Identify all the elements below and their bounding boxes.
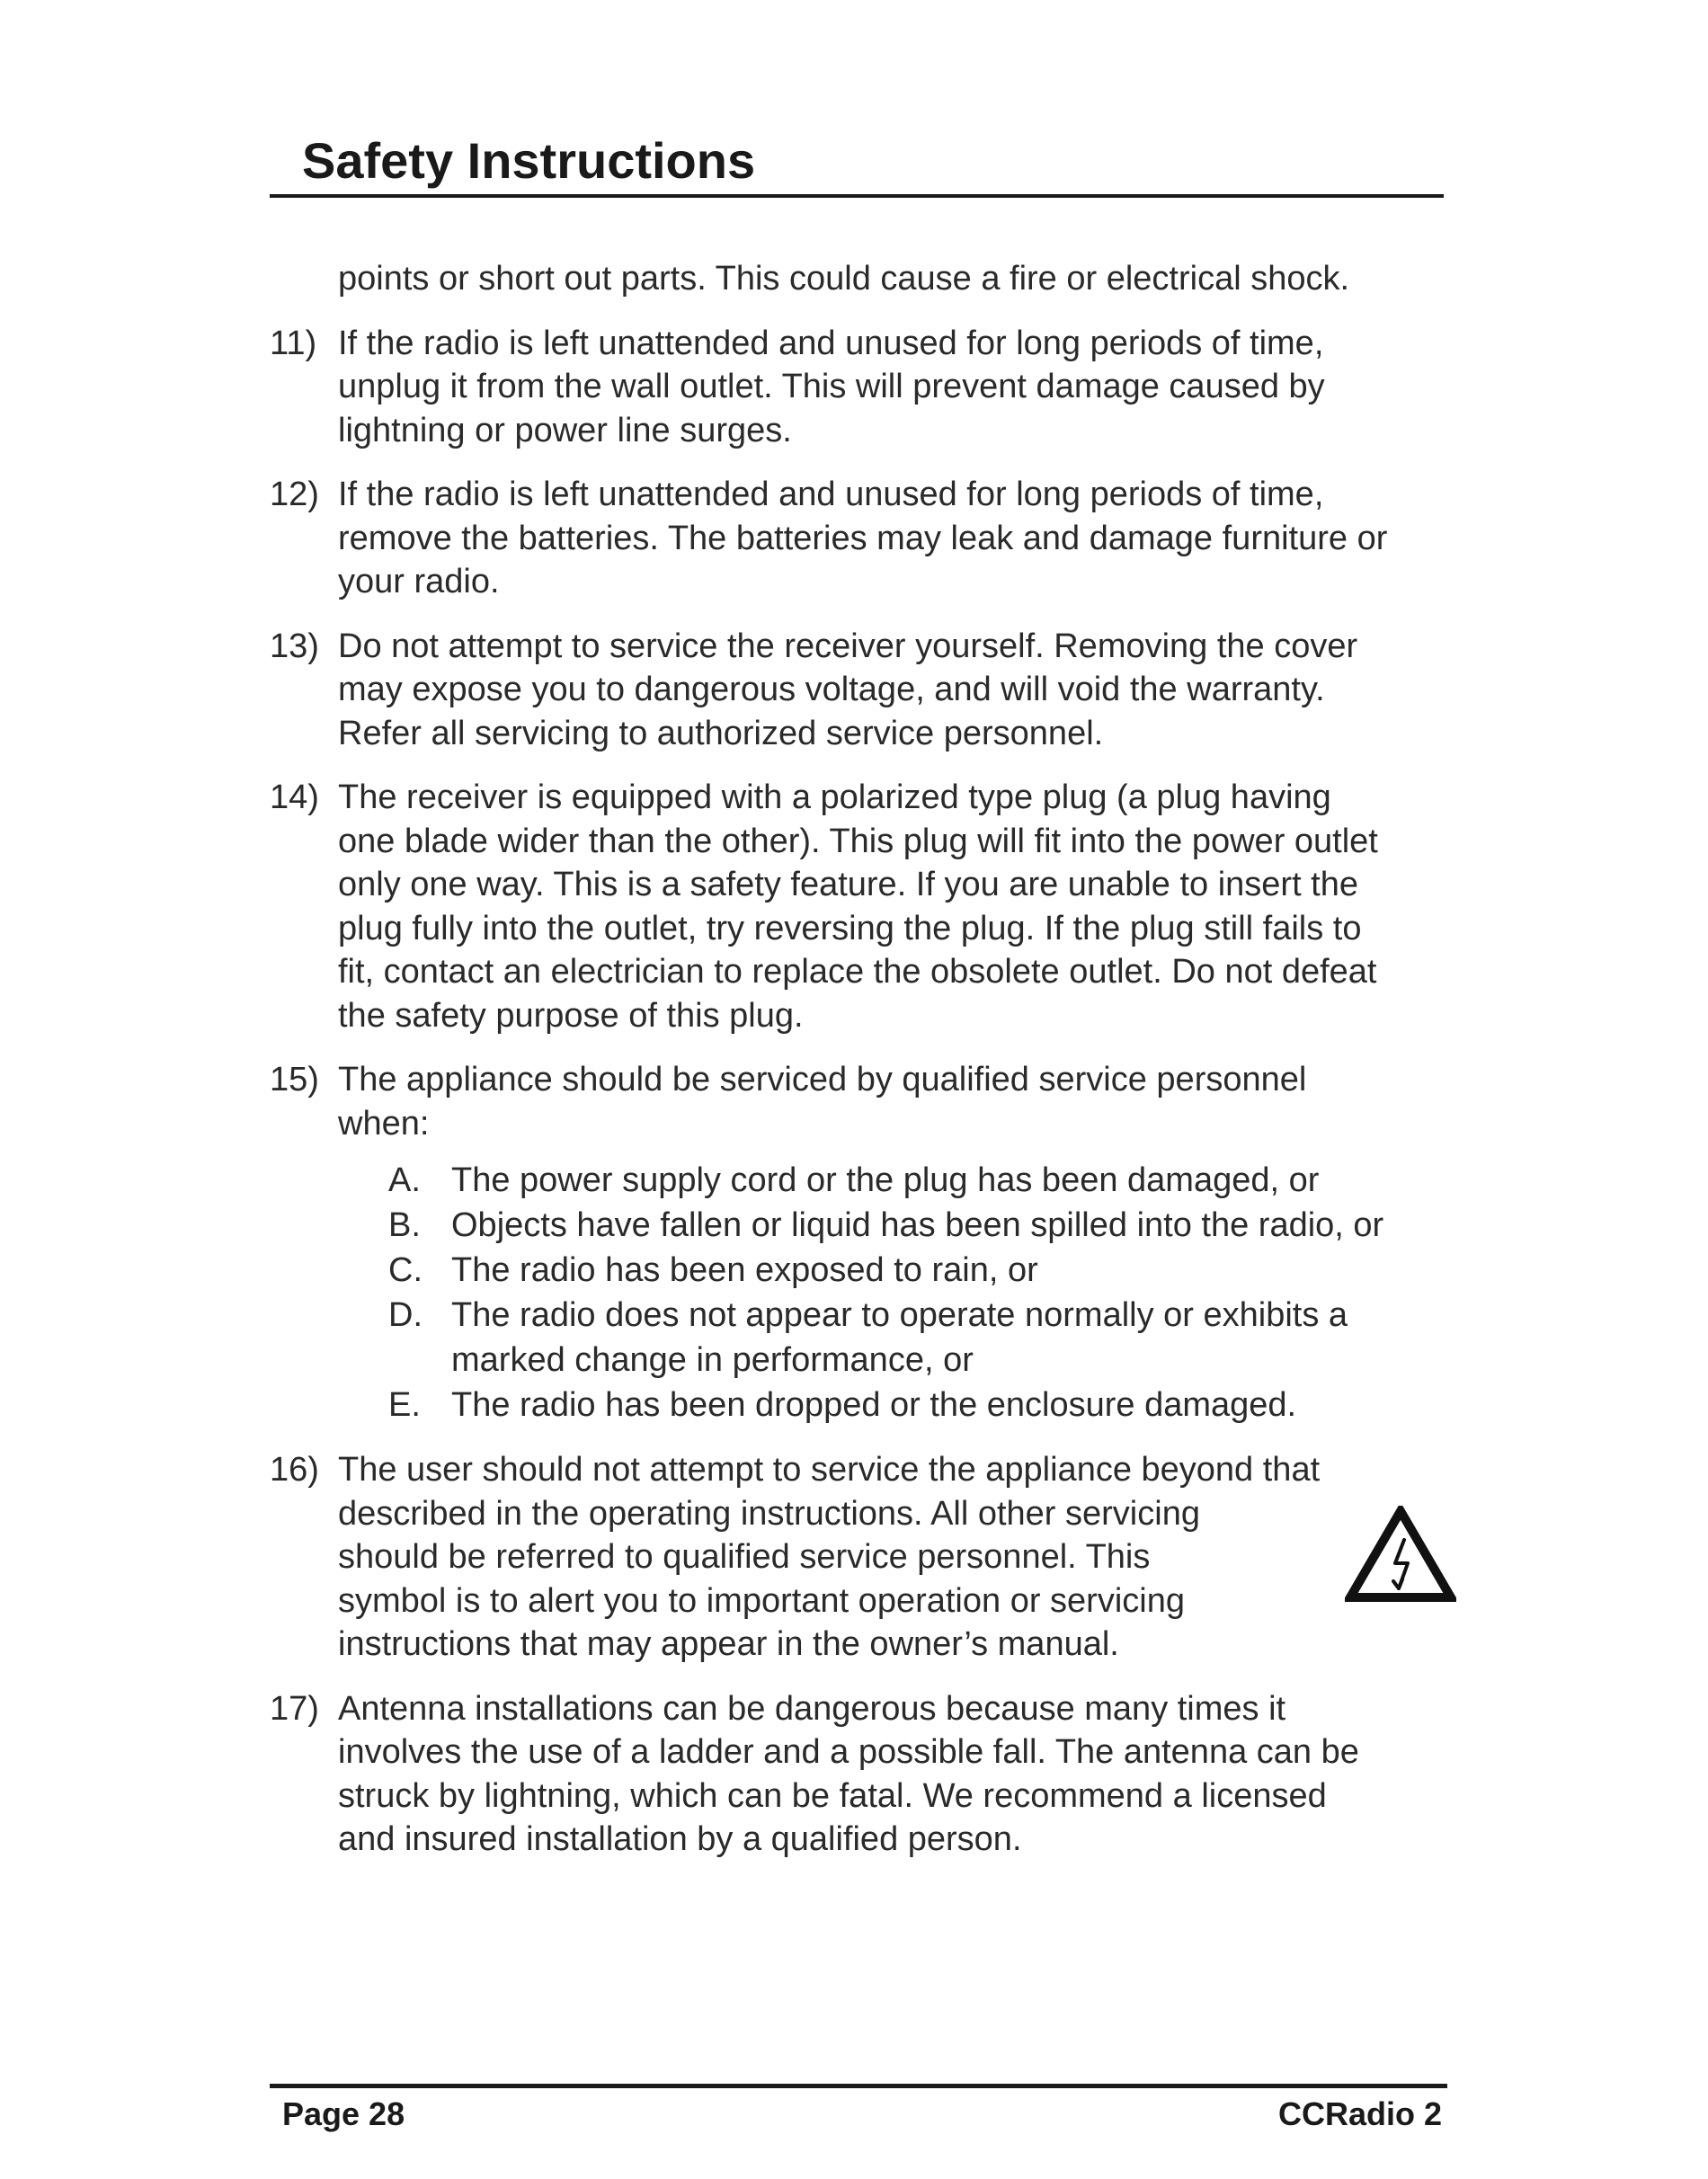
item-text: If the radio is left unattended and unused for long periods of time, unplug it from the wall outlet. This will prevent damage caused by lightning or power line surges. [338, 324, 1325, 449]
item-number: 13) [270, 627, 319, 665]
sub-item-text: The power supply cord or the plug has been damaged, or [451, 1161, 1320, 1199]
item-number: 16) [270, 1451, 319, 1489]
sub-item-letter: C. [388, 1251, 423, 1289]
sub-item-text: The radio has been dropped or the enclosure damaged. [451, 1386, 1297, 1424]
sub-item-e [388, 1383, 1456, 1427]
sub-item-text: Objects have fallen or liquid has been spilled into the radio, or [451, 1206, 1384, 1244]
item-text: The receiver is equipped with a polarized type plug (a plug having one blade wider than the other). This plug will fit into the power outlet only one way. This is a safety feature. If you are unable to insert the plug fully into the outlet, try reversing the plug. If the plug still fails to fit, contact an electrician to replace the obsolete outlet. Do not defeat the safety purpose of this plug. [338, 778, 1378, 1035]
item-number: 14) [270, 778, 319, 816]
item-text: If the radio is left unattended and unused for long periods of time, remove the batteries. The batteries may leak and damage furniture or your radio. [338, 476, 1388, 600]
product-name: CCRadio 2 [1277, 2095, 1442, 2132]
instruction-item-16 [270, 1448, 1456, 1667]
instructions-body [270, 257, 1456, 1882]
instruction-item-14 [270, 776, 1456, 1037]
sub-item-text: The radio does not appear to operate normally or exhibits a marked change in performance, or [451, 1296, 1348, 1379]
sub-item-b [388, 1203, 1456, 1248]
service-conditions-list [388, 1158, 1456, 1427]
sub-item-letter: A. [388, 1161, 421, 1199]
sub-item-c [388, 1248, 1456, 1293]
sub-item-letter: E. [388, 1386, 421, 1424]
instruction-item-12 [270, 473, 1456, 604]
instruction-item-15 [270, 1058, 1456, 1427]
item-text: Antenna installations can be dangerous because many times it involves the use of a ladder and a possible fall. The antenna can be struck by lightning, which can be fatal. We recommend a licensed and insured installation by a qualified person. [338, 1689, 1359, 1858]
item-text: Do not attempt to service the receiver yourself. Removing the cover may expose you to dangerous voltage, and will void the warranty. Refer all servicing to authorized service personnel. [338, 627, 1358, 752]
instruction-item-17 [270, 1687, 1456, 1862]
sub-item-a [388, 1158, 1456, 1203]
page-title: Safety Instructions [302, 132, 756, 189]
item-number: 11) [270, 324, 317, 362]
page-footer [270, 2084, 1447, 2132]
item-number: 15) [270, 1061, 319, 1098]
page-number: Page 28 [282, 2095, 405, 2132]
instruction-item-13 [270, 625, 1456, 756]
item-number: 12) [270, 476, 319, 513]
continuation-text: points or short out parts. This could cause a fire or electrical shock. [338, 260, 1350, 298]
item-text: The appliance should be serviced by qualified service personnel when: [338, 1061, 1307, 1143]
page-header [270, 131, 1444, 198]
instruction-item-11 [270, 322, 1456, 453]
sub-item-letter: D. [388, 1296, 423, 1334]
electrical-hazard-warning-icon [1345, 1506, 1456, 1605]
sub-item-d [388, 1293, 1456, 1383]
sub-item-text: The radio has been exposed to rain, or [451, 1251, 1038, 1289]
item-text: The user should not attempt to service the appliance beyond that described in the operating instructions. All other servicing should be referred to qualified service personnel. This symbol is to alert you to important operation or servicing instructions that may appear in the owner’s manual. [338, 1451, 1321, 1663]
item-number: 17) [270, 1689, 319, 1728]
sub-item-letter: B. [388, 1206, 421, 1244]
